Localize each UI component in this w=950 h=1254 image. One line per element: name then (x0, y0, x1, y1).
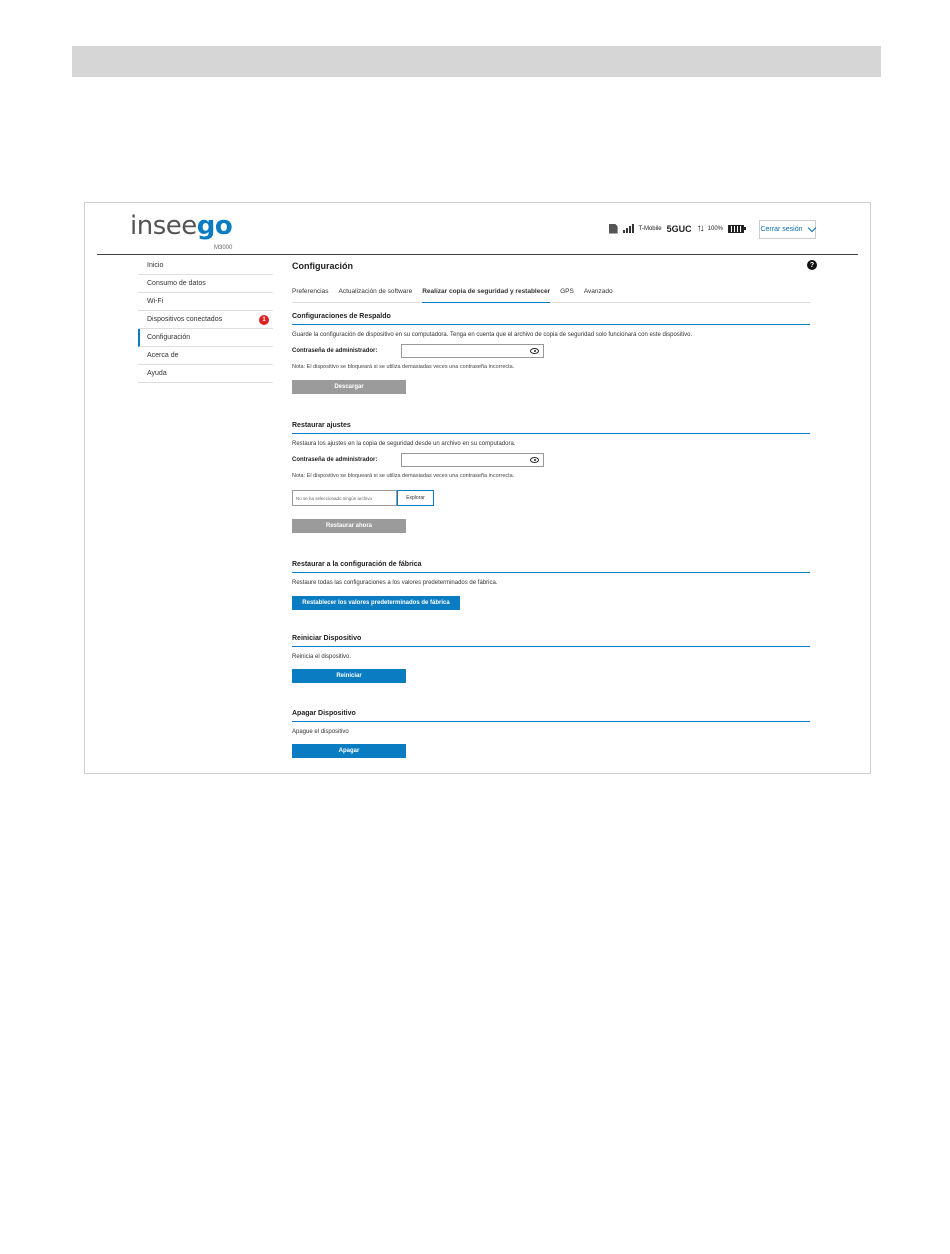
backup-section (292, 313, 810, 394)
sidebar-item-inicio[interactable]: Inicio (138, 257, 273, 275)
document-header-bar (72, 46, 881, 77)
settings-tabs (292, 286, 810, 303)
section-title: Configuraciones de Respaldo (292, 313, 810, 325)
reboot-button[interactable]: Reiniciar (292, 669, 406, 683)
restore-section (292, 422, 810, 533)
factory-reset-section (292, 561, 810, 610)
restore-password-input[interactable] (401, 453, 544, 467)
battery-percent: 100% (707, 225, 723, 232)
sidebar-item-ayuda[interactable]: Ayuda (138, 365, 273, 383)
backup-password-input[interactable] (401, 344, 544, 358)
header-divider (97, 254, 858, 255)
main-content (292, 261, 815, 754)
restore-now-button[interactable]: Restaurar ahora (292, 519, 406, 533)
section-title: Reiniciar Dispositivo (292, 635, 810, 647)
model-label: M3000 (214, 245, 233, 251)
help-icon[interactable]: ? (807, 260, 817, 270)
section-description: Restaure todas las configuraciones a los valores predeterminados de fábrica. (292, 580, 498, 586)
admin-password-label: Contraseña de administrador: (292, 457, 378, 463)
selected-file-field[interactable]: No se ha seleccionado ningún archivo (292, 490, 397, 506)
section-description: Reinicia el dispositivo. (292, 654, 352, 660)
inseego-logo: inseego M3000 (130, 211, 233, 251)
page-title: Configuración (292, 261, 353, 271)
show-password-eye-icon[interactable] (530, 348, 539, 354)
section-title: Apagar Dispositivo (292, 710, 810, 722)
section-title: Restaurar a la configuración de fábrica (292, 561, 810, 573)
sidebar-item-configuracion[interactable]: Configuración (138, 329, 273, 347)
sidebar-nav (138, 257, 273, 383)
sidebar-item-acerca-de[interactable]: Acerca de (138, 347, 273, 365)
sidebar-item-consumo-de-datos[interactable]: Consumo de datos (138, 275, 273, 293)
section-description: Apague el dispositivo (292, 729, 349, 735)
tab-actualizacion-software[interactable]: Actualización de software (338, 288, 413, 295)
section-description: Guarde la configuración de dispositivo en su computadora. Tenga en cuenta que el archivo de copia de seguridad solo funcionará con este dispositivo. (292, 332, 693, 338)
notification-badge: 1 (259, 315, 269, 325)
logout-button[interactable]: Cerrar sesión (759, 220, 816, 239)
tab-preferencias[interactable]: Preferencias (292, 288, 329, 295)
network-type-label: 5GUC (666, 223, 692, 234)
lockout-note: Nota: El dispositivo se bloqueará si se utiliza demasiadas veces una contraseña incorrecta. (292, 364, 515, 370)
reboot-section (292, 635, 810, 683)
tab-gps[interactable]: GPS (560, 288, 574, 295)
shutdown-section (292, 710, 810, 758)
chevron-down-icon (807, 224, 815, 232)
section-title: Restaurar ajustes (292, 422, 810, 434)
lockout-note: Nota: El dispositivo se bloqueará si se utiliza demasiadas veces una contraseña incorrecta. (292, 473, 515, 479)
tab-backup-restore[interactable]: Realizar copia de seguridad y restablecer (422, 286, 550, 303)
battery-icon (728, 225, 744, 233)
status-bar (609, 223, 744, 234)
section-description: Restaura los ajustes en la copia de seguridad desde un archivo en su computadora. (292, 441, 516, 447)
sidebar-item-wifi[interactable]: Wi-Fi (138, 293, 273, 311)
carrier-label: T-Mobile (638, 225, 662, 232)
download-button[interactable]: Descargar (292, 380, 406, 394)
sidebar-item-dispositivos-conectados[interactable]: Dispositivos conectados 1 (138, 311, 273, 329)
data-transfer-icon: ↑↓ (696, 223, 703, 234)
factory-reset-button[interactable]: Restablecer los valores predeterminados de fábrica (292, 596, 460, 610)
signal-strength-icon (623, 224, 634, 233)
shutdown-button[interactable]: Apagar (292, 744, 406, 758)
file-picker (292, 490, 810, 506)
sim-card-icon (609, 224, 618, 234)
admin-password-label: Contraseña de administrador: (292, 348, 378, 354)
tab-avanzado[interactable]: Avanzado (583, 288, 613, 295)
router-admin-window (84, 202, 871, 774)
browse-button[interactable]: Explorar (397, 490, 434, 506)
show-password-eye-icon[interactable] (530, 457, 539, 463)
